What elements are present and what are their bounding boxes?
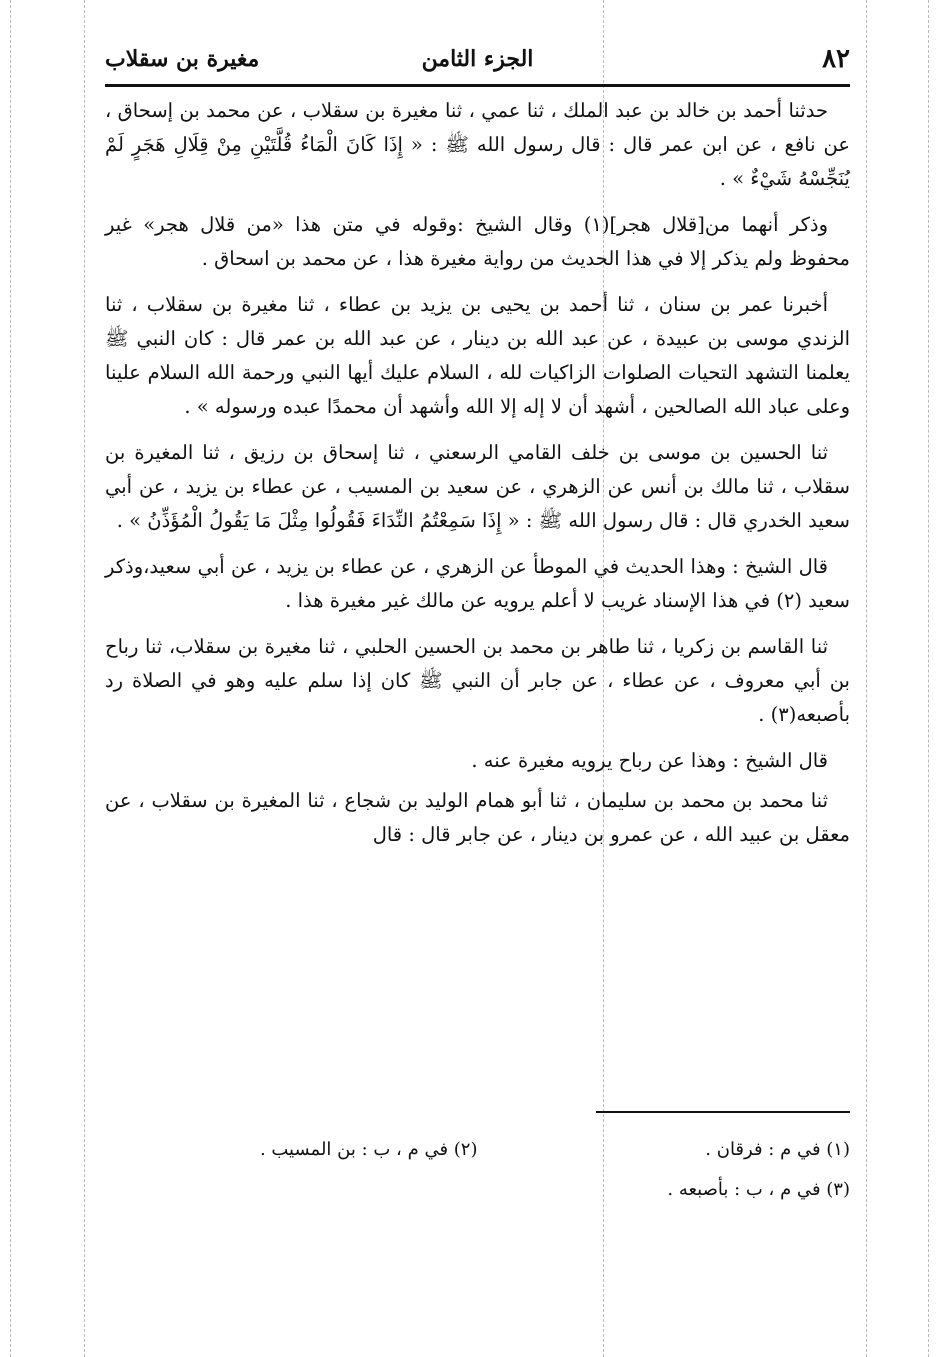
paragraph-7: قال الشيخ : وهذا عن رباح يرويه مغيرة عنه . — [471, 749, 828, 772]
footnote-2: (٢) في م ، ب : بن المسيب . — [259, 1139, 478, 1160]
paragraph-2: وذكر أنهما من[قلال هجر](١) وقال الشيخ :وقوله في متن هذا «من قلال هجر» غير محفوظ ولم يذكر إلا في هذا الحديث من رواية مغيرة هذا ، عن محمد بن اسحاق . — [105, 213, 850, 270]
footnote-3: (٣) في م ، ب : بأصبعه . — [667, 1179, 850, 1200]
footnote-row — [105, 1130, 850, 1170]
main-text — [105, 94, 850, 864]
footnote-rule — [596, 1111, 850, 1113]
page-number: ٨٢ — [822, 44, 850, 74]
margin-guide-right-inner — [866, 0, 867, 1357]
header-rule — [105, 84, 850, 87]
footnotes — [105, 1130, 850, 1210]
footnote-row — [105, 1170, 850, 1210]
paragraph-1: حدثنا أحمد بن خالد بن عبد الملك ، ثنا عمي ، ثنا مغيرة بن سقلاب ، عن محمد بن إسحاق ، عن نافع ، عن ابن عمر قال : قال رسول الله ﷺ : « إِذَا كَانَ الْمَاءُ قُلَّتَيْنِ مِنْ قِلَالِ هَجَرٍ لَمْ يُنَجِّسْهُ شَيْءٌ » . — [105, 99, 850, 190]
paragraph-4: ثنا الحسين بن موسى بن خلف القامي الرسعني ، ثنا إسحاق بن رزيق ، ثنا المغيرة بن سقلاب ، ثنا مالك بن أنس عن الزهري ، عن سعيد بن المسيب ، عن عطاء بن يزيد ، عن أبي سعيد الخدري قال : قال رسول الله ﷺ : « إِذَا سَمِعْتُمُ النِّدَاءَ فَقُولُوا مِثْلَ مَا يَقُولُ الْمُؤَذِّنُ » . — [105, 441, 850, 532]
paragraph-3: أخبرنا عمر بن سنان ، ثنا أحمد بن يحيى بن يزيد بن عطاء ، ثنا مغيرة بن سقلاب ، ثنا الزندي موسى بن عبيدة ، عن عبد الله بن دينار ، عن عبد الله بن عمر قال : كان النبي ﷺ يعلمنا التشهد التحيات الصلوات الزاكيات لله ، السلام عليك أيها النبي ورحمة الله السلام علينا وعلى عباد الله الصالحين ، أشهد أن لا إله إلا الله وأشهد أن محمدًا عبده ورسوله » . — [105, 293, 850, 418]
paragraph-5: قال الشيخ : وهذا الحديث في الموطأ عن الزهري ، عن عطاء بن يزيد ، عن أبي سعيد،وذكر سعيد (٢) في هذا الإسناد غريب لا أعلم يرويه عن مالك غير مغيرة هذا . — [105, 555, 850, 612]
entry-title: مغيرة بن سقلاب — [105, 46, 260, 72]
margin-guide-right — [928, 0, 929, 1357]
margin-guide-left-inner — [84, 0, 85, 1357]
book-page — [105, 30, 850, 1330]
footnote-1: (١) في م : فرقان . — [705, 1139, 850, 1160]
running-header — [105, 44, 850, 78]
part-title: الجزء الثامن — [421, 46, 534, 72]
paragraph-8: ثنا محمد بن محمد بن سليمان ، ثنا أبو همام الوليد بن شجاع ، ثنا المغيرة بن سقلاب ، عن معقل بن عبيد الله ، عن عمرو بن دينار ، عن جابر قال : قال — [105, 789, 850, 846]
paragraph-6: ثنا القاسم بن زكريا ، ثنا طاهر بن محمد بن الحسين الحلبي ، ثنا مغيرة بن سقلاب، ثنا رباح بن أبي معروف ، عن عطاء ، عن جابر أن النبي ﷺ كان إذا سلم عليه وهو في الصلاة رد بأصبعه(٣) . — [105, 635, 850, 726]
margin-guide-left — [10, 0, 11, 1357]
